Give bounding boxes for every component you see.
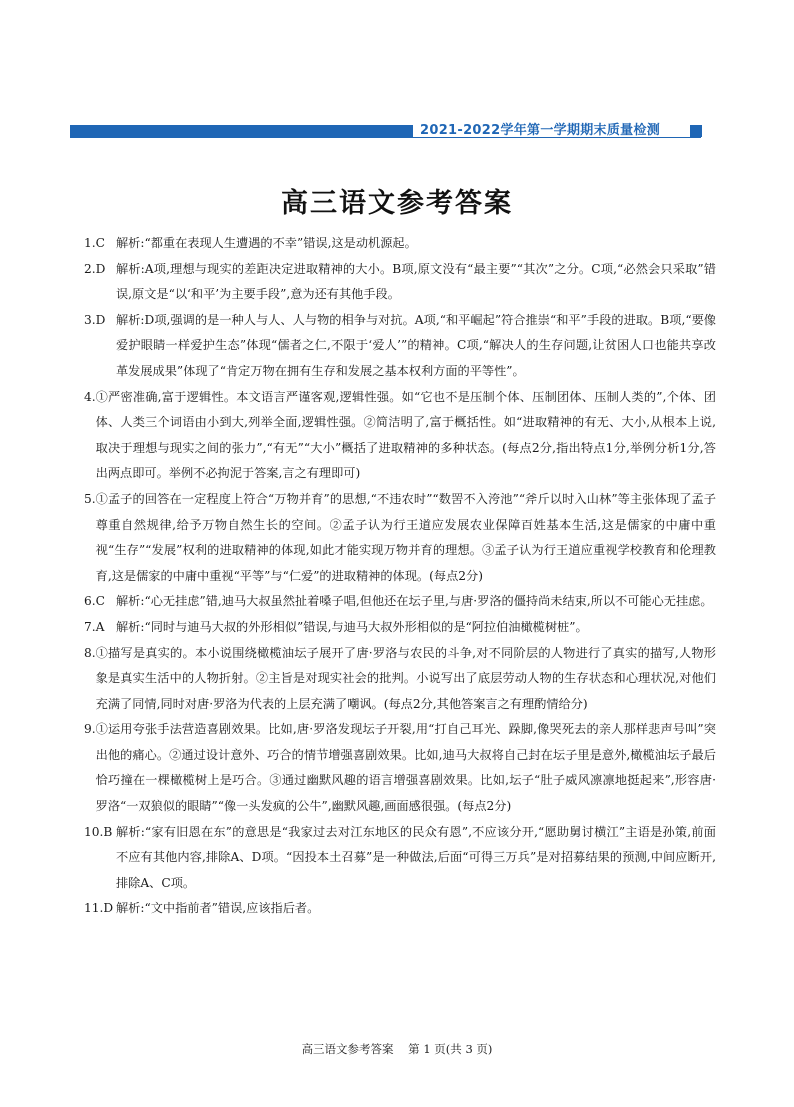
answer-item-7 [84,615,716,641]
answer-item-10 [84,820,716,897]
answer-number: 3.D [84,312,106,327]
answer-item-6 [84,589,716,615]
answer-text: 解析:A项,理想与现实的差距决定进取精神的大小。B项,原文没有“最主要”“其次”之分。C项,“必然会只采取”错误,原文是“以‘和平’为主要手段”,意为还有其他手段。 [116,261,716,302]
answer-number: 6.C [84,594,105,609]
answer-item-1 [84,231,716,257]
answer-number: 11.D [84,901,114,916]
answer-text: 解析:“同时与迪马大叔的外形相似”错误,与迪马大叔外形相似的是“阿拉伯油橄榄树桩”。 [116,619,588,634]
page-footer: 高三语文参考答案 第 1 页(共 3 页) [301,1042,493,1056]
answer-list [84,231,716,922]
answer-item-8 [84,641,716,718]
answer-item-4 [84,385,716,487]
header-bar [70,125,413,138]
answer-text: 解析:“心无挂虑”错,迪马大叔虽然扯着嗓子唱,但他还在坛子里,与唐·罗洛的僵持尚未结束,所以不可能心无挂虑。 [116,594,713,609]
answer-text: ①孟子的回答在一定程度上符合“万物并育”的思想,“不违农时”“数罟不入洿池”“斧斤以时入山林”等主张体现了孟子尊重自然规律,给予万物自然生长的空间。②孟子认为行王道应发展农业保障百姓基本生活,这是儒家的中庸中重视“生存”“发展”权利的进取精神的体现,如此才能实现万物并育的理想。③孟子认为行王道应重视学校教育和伦理教育,这是儒家的中庸中重视“平等”与“仁爱”的进取精神的体现。(每点2分) [95,491,716,583]
answer-text: ①严密准确,富于逻辑性。本文语言严谨客观,逻辑性强。如“它也不是压制个体、压制团体、压制人类的”,个体、团体、人类三个词语由小到大,列举全面,逻辑性强。②简洁明了,富于概括性。如“进取精神的有无、大小,从根本上说,取决于理想与现实之间的张力”,“有无”“大小”概括了进取精神的多种状态。(每点2分,指出特点1分,举例分析1分,答出两点即可。举例不必拘泥于答案,言之有理即可) [95,389,716,481]
answer-number: 8. [84,645,96,660]
answer-item-3 [84,308,716,385]
exam-label: 2021-2022学年第一学期期末质量检测 [420,123,661,138]
answer-item-11 [84,896,716,922]
answer-text: 解析:“文中指前者”错误,应该指后者。 [116,901,320,916]
answer-number: 2.D [84,261,106,276]
answer-number: 4. [84,389,96,404]
header-square [690,125,702,137]
answer-text: ①描写是真实的。本小说围绕橄榄油坛子展开了唐·罗洛与农民的斗争,对不同阶层的人物进行了真实的描写,人物形象是真实生活中的人物折射。②主旨是对现实社会的批判。小说写出了底层劳动人物的生存状态和心理状况,对他们充满了同情,同时对唐·罗洛为代表的上层充满了嘲讽。(每点2分,其他答案言之有理酌情给分) [95,645,716,711]
answer-item-2 [84,257,716,308]
answer-text: 解析:“家有旧恩在东”的意思是“我家过去对江东地区的民众有恩”,不应该分开,“愿助舅讨横江”主语是孙策,前面不应有其他内容,排除A、D项。“因投本土召募”是一种做法,后面“可得三万兵”是对招募结果的预测,中间应断开,排除A、C项。 [116,824,716,890]
answer-number: 10.B [84,824,113,839]
answer-text: 解析:D项,强调的是一种人与人、人与物的相争与对抗。A项,“和平崛起”符合推崇“和平”手段的进取。B项,“要像爱护眼睛一样爱护生态”体现“儒者之仁,不限于‘爱人’”的精神。C项,“解决人的生存问题,让贫困人口也能共享改革发展成果”体现了“肯定万物在拥有生存和发展之基本权利方面的平等性”。 [116,312,716,378]
answer-number: 5. [84,491,96,506]
answer-text: ①运用夸张手法营造喜剧效果。比如,唐·罗洛发现坛子开裂,用“打自己耳光、跺脚,像哭死去的亲人那样悲声号叫”突出他的痛心。②通过设计意外、巧合的情节增强喜剧效果。比如,迪马大叔将自己封在坛子里是意外,橄榄油坛子最后恰巧撞在一棵橄榄树上是巧合。③通过幽默风趣的语言增强喜剧效果。比如,坛子“肚子威风凛凛地挺起来”,形容唐·罗洛“一双狼似的眼睛”“像一头发疯的公牛”,幽默风趣,画面感很强。(每点2分) [95,722,716,814]
page-title: 高三语文参考答案 [281,188,513,219]
answer-number: 1.C [84,236,105,250]
answer-text: 解析:“都重在表现人生遭遇的不幸”错误,这是动机源起。 [116,236,417,250]
answer-item-5 [84,487,716,589]
answer-number: 7.A [84,619,105,634]
answer-number: 9. [84,722,96,737]
answer-item-9 [84,717,716,819]
